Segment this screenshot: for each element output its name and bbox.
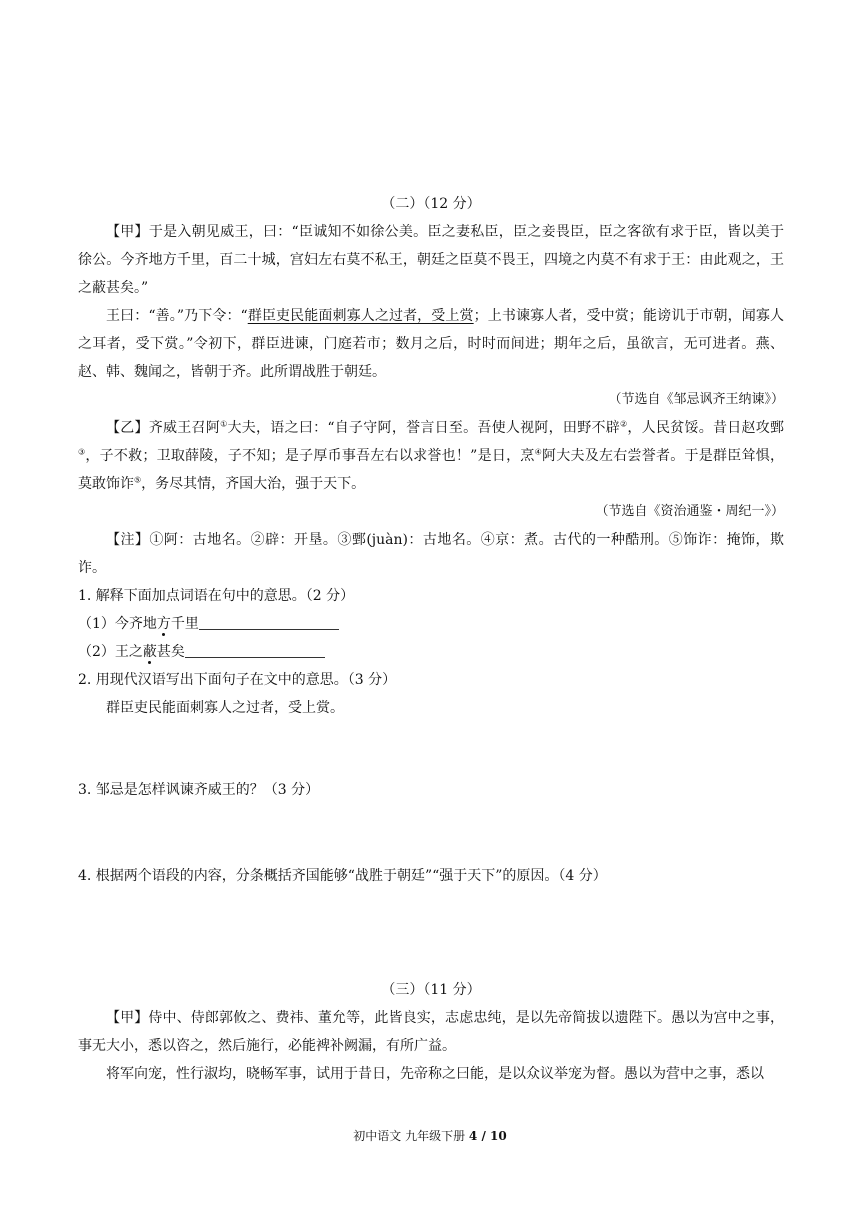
footer-text: 初中语文 九年级下册 bbox=[353, 1129, 469, 1143]
dotted-word-bi: 蔽 bbox=[142, 644, 157, 660]
footnote-marker-1: ① bbox=[220, 419, 228, 429]
section-3-title: （三）（11 分） bbox=[381, 982, 481, 998]
yi-text-1: 【乙】齐威王召阿 bbox=[106, 420, 221, 436]
yi-text-5: 阿大夫及左右尝誉者。于是群臣耸惧，莫敢饰诈 bbox=[78, 448, 784, 492]
page-footer bbox=[0, 1128, 860, 1144]
source-note-jia: （节选自《邹忌讽齐王纳谏》） bbox=[608, 392, 784, 407]
yi-text-3: ，人民贫馁。昔日赵攻鄄 bbox=[627, 420, 785, 436]
answer-space-3[interactable] bbox=[78, 804, 784, 862]
q1-2-text-a: （2）王之 bbox=[78, 644, 143, 660]
jia-p2-rest: ；上书谏寡人者，受中赏；能谤讥于市朝，闻寡人之耳者，受下赏。”令初下，群臣进谏，门庭若市；数月之后，时时而间进；期年之后，虽欲言，无可进者。燕、赵、韩、魏闻之，皆朝于齐。此所谓战胜于朝廷。 bbox=[78, 308, 785, 380]
question-1: 1. 解释下面加点词语在句中的意思。（2 分） bbox=[78, 588, 355, 604]
q1-2-text-b: 甚矣 bbox=[156, 644, 185, 660]
yi-text-2: 大夫，语之曰：“自子守阿，誉言日至。吾使人视阿，田野不辟 bbox=[227, 420, 620, 436]
page-content bbox=[78, 190, 784, 1088]
footnote-marker-3: ③ bbox=[78, 447, 86, 457]
footnote-marker-2: ② bbox=[619, 419, 628, 429]
section-3-jia-paragraph-1: 【甲】侍中、侍郎郭攸之、费祎、董允等，此皆良实，志虑忠纯，是以先帝简拔以遗陛下。愚以为宫中之事，事无大小，悉以咨之，然后施行，必能裨补阙漏，有所广益。 bbox=[78, 1010, 784, 1054]
question-2: 2. 用现代汉语写出下面句子在文中的意思。（3 分） bbox=[78, 672, 397, 688]
q1-1-text-b: 千里 bbox=[170, 616, 199, 632]
answer-blank-2[interactable] bbox=[185, 641, 325, 658]
answer-space-4[interactable] bbox=[78, 890, 784, 976]
yi-text-6: ，务尽其情，齐国大治，强于天下。 bbox=[141, 476, 366, 492]
source-note-yi: （节选自《资治通鉴・周纪一》） bbox=[595, 504, 784, 519]
q1-1-text-a: （1）今齐地 bbox=[78, 616, 157, 632]
answer-space-2[interactable] bbox=[78, 722, 784, 776]
page-number: 4 / 10 bbox=[468, 1129, 507, 1143]
passage-yi bbox=[78, 414, 784, 498]
question-1-item-1 bbox=[78, 610, 784, 638]
underlined-sentence: 群臣吏民能面刺寡人之过者，受上赏 bbox=[247, 308, 474, 324]
footnote-marker-4: ④ bbox=[534, 447, 542, 457]
yi-text-4: ，子不救；卫取薛陵，子不知；是子厚币事吾左右以求誉也！”是日，烹 bbox=[85, 448, 535, 464]
passage-jia-paragraph-1: 【甲】于是入朝见威王，曰：“臣诚知不如徐公美。臣之妻私臣，臣之妾畏臣，臣之客欲有求于臣，皆以美于徐公。今齐地方千里，百二十城，宫妇左右莫不私王，朝廷之臣莫不畏王，四境之内莫不有求于王：由此观之，王之蔽甚矣。” bbox=[78, 224, 784, 296]
annotation-notes: 【注】①阿：古地名。②辟：开垦。③鄄(juàn)：古地名。④京：煮。古代的一种酷刑。⑤饰诈：掩饰，欺诈。 bbox=[78, 532, 784, 576]
question-2-sentence: 群臣吏民能面刺寡人之过者，受上赏。 bbox=[106, 700, 344, 716]
question-3: 3. 邹忌是怎样讽谏齐威王的？（3 分） bbox=[78, 782, 320, 798]
answer-blank-1[interactable] bbox=[199, 613, 339, 630]
question-1-item-2 bbox=[78, 638, 784, 666]
question-4: 4. 根据两个语段的内容，分条概括齐国能够“战胜于朝廷”“强于天下”的原因。（4 分） bbox=[78, 868, 607, 884]
footnote-marker-5: ⑤ bbox=[134, 475, 142, 485]
section-2-title: （二）（12 分） bbox=[381, 196, 481, 212]
passage-jia-paragraph-2 bbox=[78, 302, 784, 386]
jia-p2-start: 王曰：“善。”乃下令：“ bbox=[106, 308, 248, 324]
dotted-word-fang: 方 bbox=[156, 616, 171, 632]
section-3-jia-paragraph-2: 将军向宠，性行淑均，晓畅军事，试用于昔日，先帝称之曰能，是以众议举宠为督。愚以为营中之事，悉以 bbox=[106, 1066, 764, 1082]
